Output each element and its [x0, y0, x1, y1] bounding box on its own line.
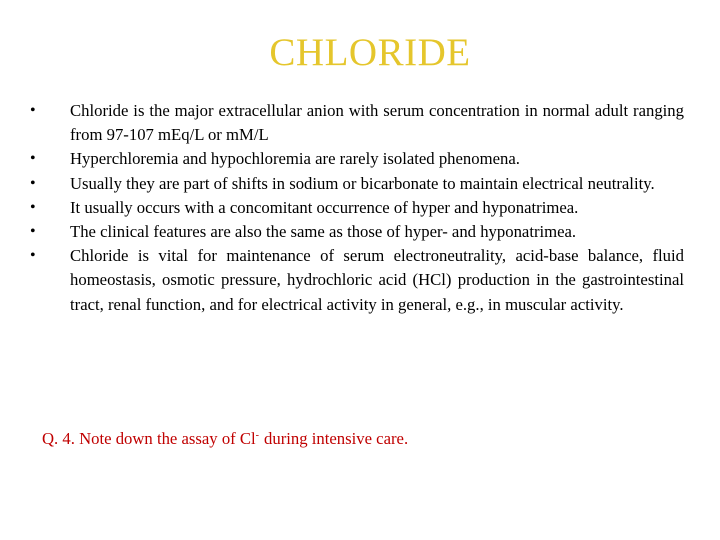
bullet-item	[30, 220, 684, 244]
bullet-dot-icon: •	[30, 174, 36, 192]
bullet-item	[30, 99, 684, 147]
bullet-dot-icon: •	[30, 223, 36, 241]
bullet-dot-icon: •	[30, 198, 36, 216]
question-text	[42, 424, 408, 451]
bullet-text: Chloride is vital for maintenance of serum electroneutrality, acid-base balance, fluid homeostasis, osmotic pressure, hydrochloric acid (HCl) production in the gastrointestinal tract, renal function, and for electrical activity in general, e.g., in muscular activity.	[70, 246, 684, 314]
bullet-text: It usually occurs with a concomitant occurrence of hyper and hyponatrimea.	[70, 197, 579, 217]
slide-title: CHLORIDE	[269, 31, 471, 74]
bullet-item	[30, 172, 684, 196]
question-prefix: Q. 4. Note down the assay of Cl	[42, 429, 256, 448]
bullet-list	[30, 99, 684, 317]
bullet-item	[30, 147, 684, 171]
bullet-dot-icon: •	[30, 150, 36, 168]
bullet-text: Hyperchloremia and hypochloremia are rarely isolated phenomena.	[70, 149, 520, 169]
bullet-text: Usually they are part of shifts in sodium or bicarbonate to maintain electrical neutrality.	[70, 173, 655, 193]
chloride-charge-superscript: -	[255, 430, 260, 441]
bullet-item	[30, 244, 684, 317]
bullet-dot-icon: •	[30, 247, 36, 265]
bullet-text: Chloride is the major extracellular anion with serum concentration in normal adult ranging from 97-107 mEq/L or mM/L	[70, 101, 684, 145]
bullet-dot-icon: •	[30, 102, 36, 119]
bullet-text: The clinical features are also the same as those of hyper- and hyponatrimea.	[70, 222, 577, 242]
bullet-item	[30, 196, 684, 220]
question-suffix: during intensive care.	[264, 429, 409, 448]
